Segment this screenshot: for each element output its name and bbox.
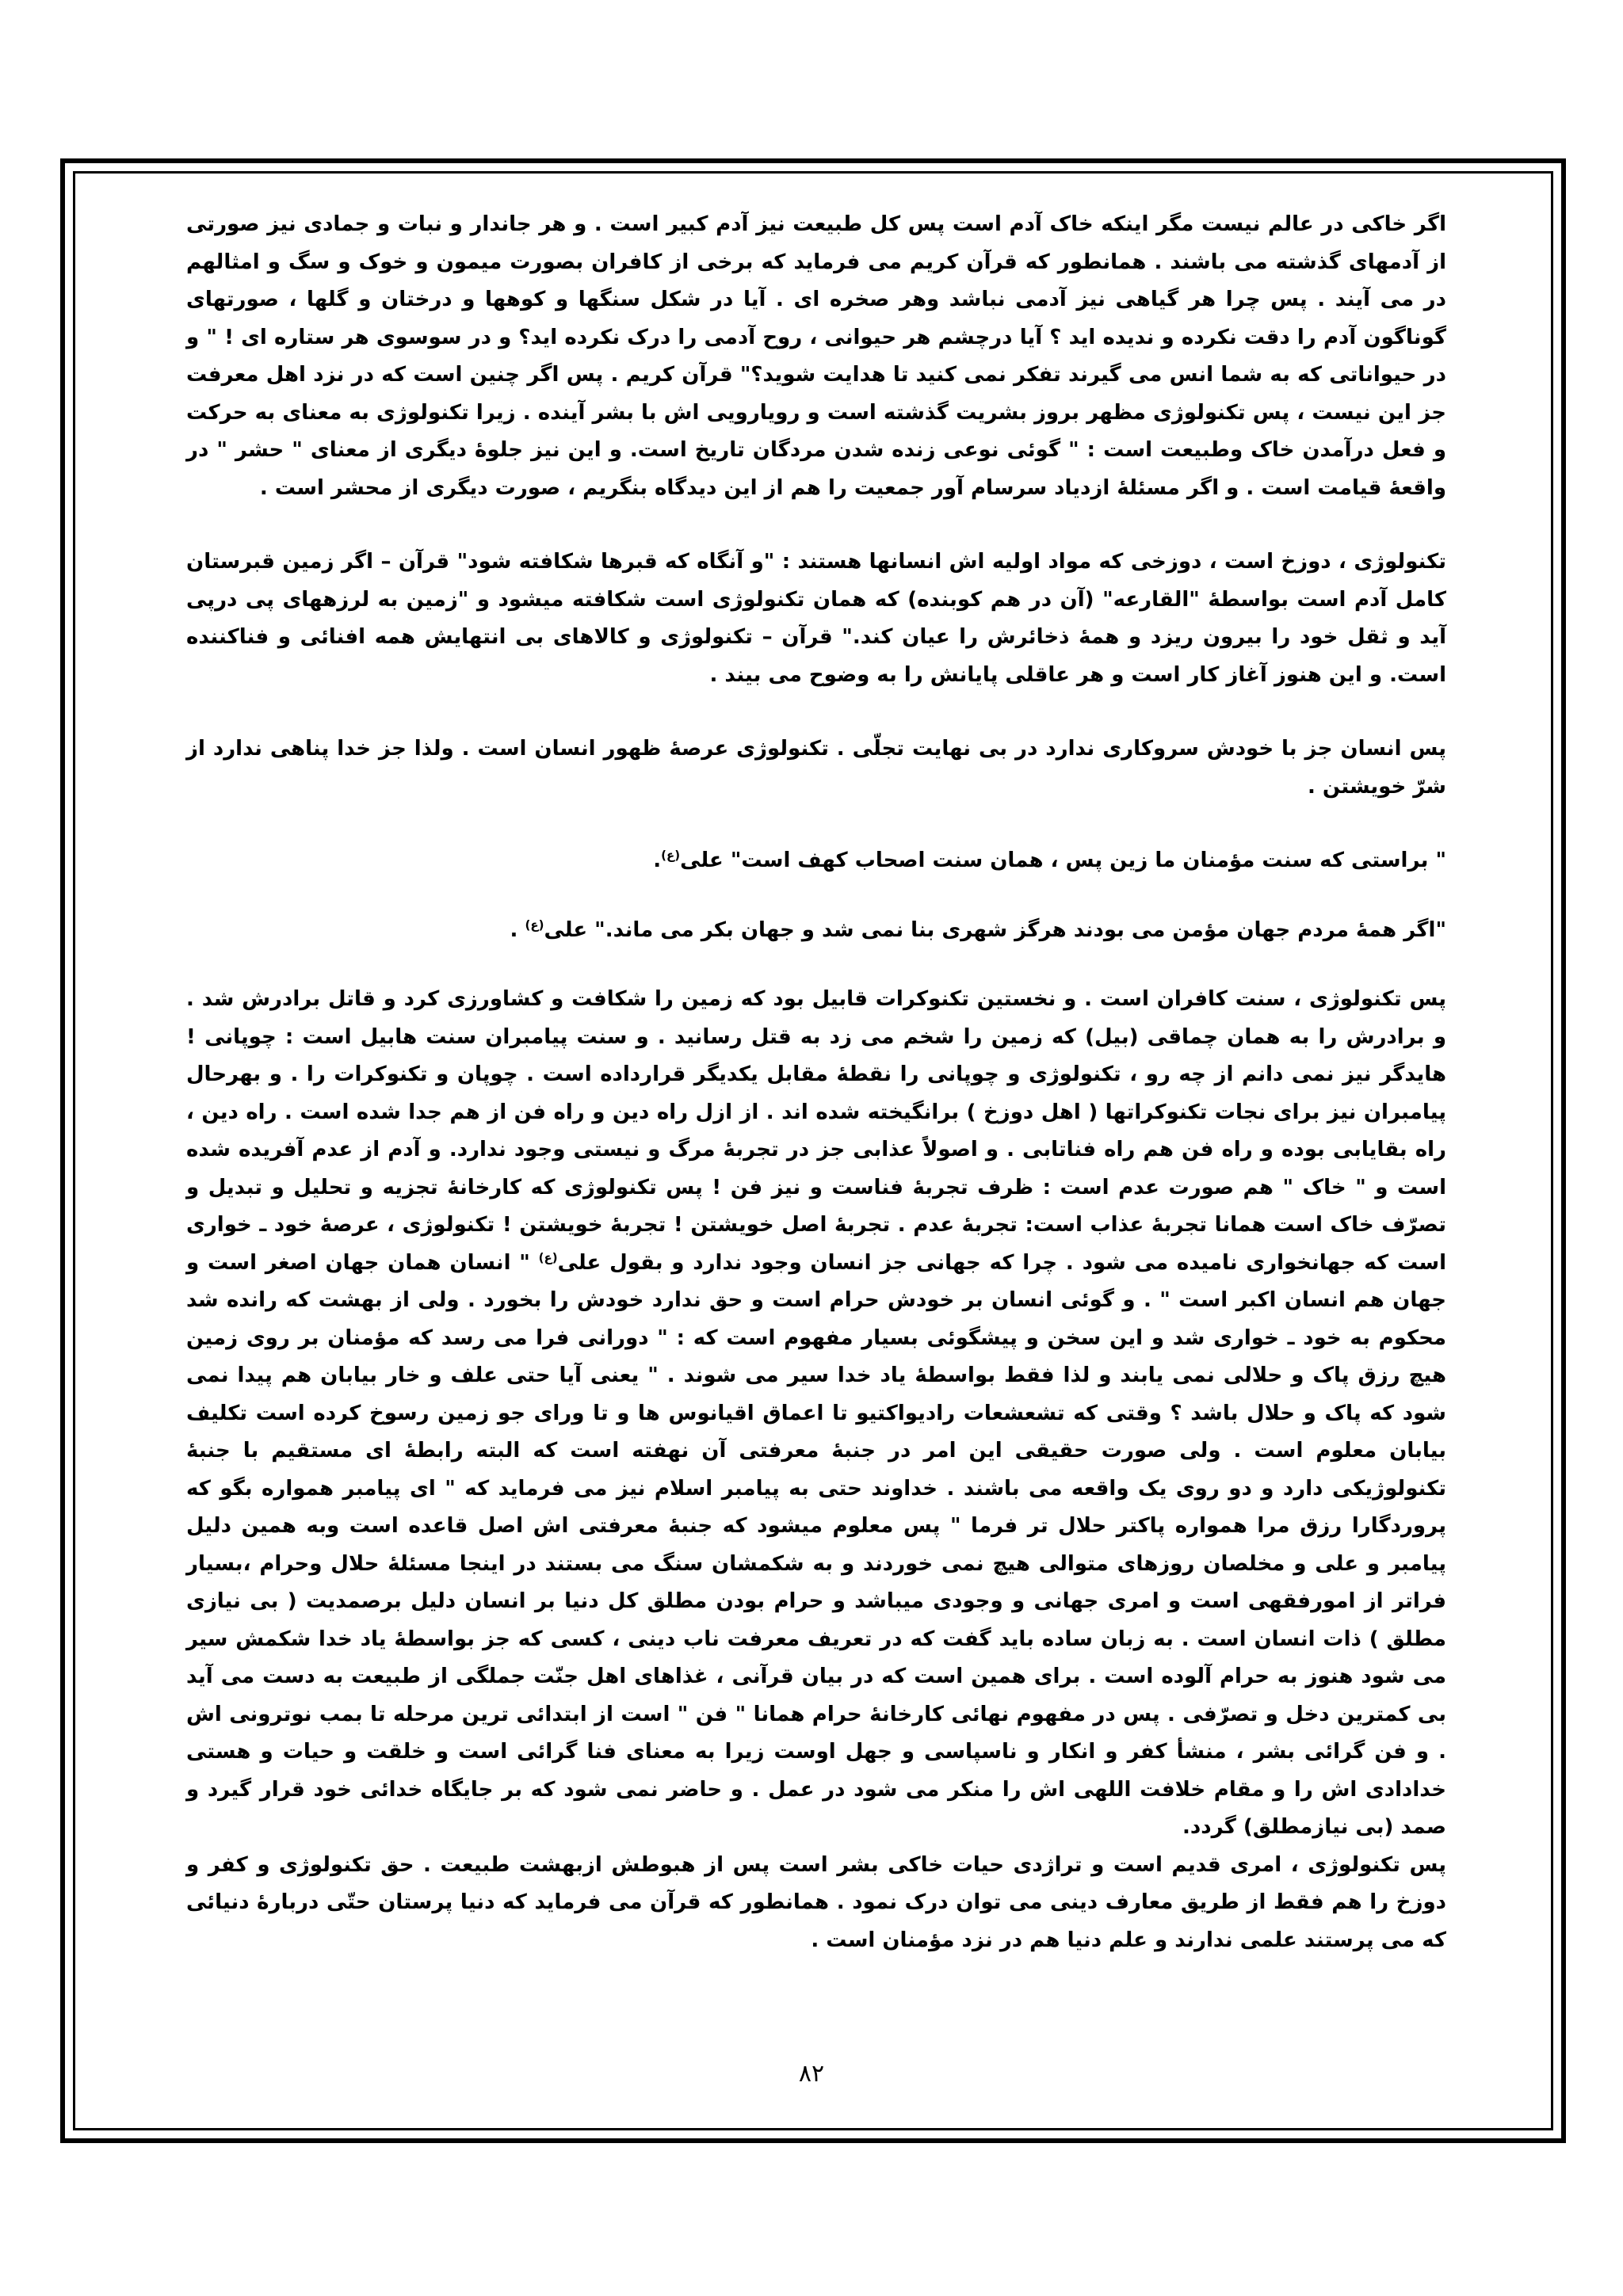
quote-2-end: . bbox=[510, 917, 525, 942]
quote-1 bbox=[186, 842, 1446, 880]
quote-2 bbox=[186, 912, 1446, 950]
quote-1-text: " براستی که سنت مؤمنان ما زین پس ، همان سنت اصحاب کهف است" علی bbox=[680, 849, 1446, 872]
page-body bbox=[186, 206, 1446, 2020]
paragraph-4-part-1: پس تکنولوژی ، سنت کافران است . و نخستین تکنوکرات قابیل بود که زمین را شکافت و کشاورزی کرد و قاتل برادرش شد . و برادرش را به همان چماقی (بیل) که زمین را شخم می زد به قتل رسانید . و سنت پیامبران سنت هابیل است : چوپانی ! هایدگر نیز نمی دانم از چه رو ، تکنولوژی و چوپانی را نقطهٔ مقابل یکدیگر قرارداده است . چوپان و تکنوکرات را . و بهرحال پیامبران نیز برای نجات تکنوکراتها ( اهل دوزخ ) برانگیخته شده اند . از ازل راه دین و راه فن از هم جدا شده است . راه دین ، راه بقایابی بوده و راه فن هم راه فناتابی . و اصولاً عذابی جز در تجربهٔ مرگ و نیستی وجود ندارد. و آدم از عدم آفریده شده است و " خاک " هم صورت عدم است : ظرف تجربهٔ فناست و نیز فن ! پس تکنولوژی که کارخانهٔ تجزیه و تحلیل و تبدیل و تصرّف خاک است همانا تجربهٔ عذاب است: تجربهٔ عدم . تجربهٔ اصل خویشتن ! تجربهٔ خویشتن ! تکنولوژی ، عرصهٔ خود ـ خواری است که جهانخواری نامیده می شود . چرا که جهانی جز انسان وجود ندارد و بقول علی bbox=[186, 987, 1446, 1275]
paragraph-4-superscript: (ع) bbox=[538, 1249, 558, 1264]
paragraph-3: پس انسان جز با خودش سروکاری ندارد در بی نهایت تجلّی . تکنولوژی عرصهٔ ظهور انسان است . ولذا جز خدا پناهی ندارد از شرّ خویشتن . bbox=[186, 737, 1446, 799]
paragraph-4-part-2: " انسان همان جهان اصغر است و جهان هم انسان اکبر است " . و گوئی انسان بر خودش حرام است و حق ندارد خودش را بخورد . ولی از بهشت که رانده شد محکوم به خود ـ خواری شد و این سخن و پیشگوئی بسیار مفهوم است که : " دورانی فرا می رسد که مؤمنان بر روی زمین هیچ رزق پاک و حلالی نمی یابند و لذا فقط بواسطهٔ یاد خدا سیر می شوند . " یعنی آیا حتی علف و خار بیابان هم پیدا نمی شود که پاک و حلال باشد ؟ وقتی که تشعشعات رادیواکتیو تا اعماق اقیانوس ها و تا ورای جو زمین رسوخ کرده است تکلیف بیابان معلوم است . ولی صورت حقیقی این امر در جنبهٔ معرفتی آن نهفته است که البته رابطهٔ ای مستقیم با جنبهٔ تکنولوژیکی دارد و دو روی یک واقعه می باشند . خداوند حتی به پیامبر اسلام نیز می فرماید که " ای پیامبر همواره بگو که پروردگارا رزق مرا همواره پاکتر حلال تر فرما " پس معلوم میشود که جنبهٔ معرفتی اش اصل قاعده است وبه همین دلیل پیامبر و علی و مخلصان روزهای متوالی هیچ نمی خوردند و به شکمشان سنگ می بستند در اینجا مسئلهٔ حلال وحرام ،بسیار فراتر از امورفقهی است و امری جهانی و وجودی میباشد و حرام بودن مطلق کل دنیا بر انسان دلیل برصمدیت ( بی نیازی مطلق ) ذات انسان است . به زبان ساده باید گفت که در تعریف معرفت ناب دینی ، کسی که جز بواسطهٔ یاد خدا شکمش سیر می شود هنوز به حرام آلوده است . برای همین است که در بیان قرآنی ، غذاهای اهل جنّت جملگی از طبیعت به دست می آید بی کمترین دخل و تصرّفی . پس در مفهوم نهائی کارخانهٔ حرام همانا " فن " است از ابتدائی ترین مرحله تا بمب نوترونی اش . و فن گرائی بشر ، منشأ کفر و انکار و ناسپاسی و جهل اوست زیرا به معنای فنا گرائی است و خلقت و حیات و هستی خدادادی اش را و مقام خلافت اللهی اش را منکر می شود در عمل . و حاضر نمی شود که بر جایگاه خدائی خود قرار گیرد و صمد (بی نیازمطلق) گردد. bbox=[186, 1250, 1446, 1839]
paragraph-4 bbox=[186, 981, 1446, 1847]
quote-1-superscript: (ع) bbox=[661, 848, 681, 863]
quote-2-superscript: (ع) bbox=[525, 917, 544, 932]
page-number: ۸۲ bbox=[798, 2060, 825, 2088]
quote-1-end: . bbox=[653, 849, 662, 872]
quote-2-text: "اگر همهٔ مردم جهان مؤمن می بودند هرگز شهری بنا نمی شد و جهان بکر می ماند." علی bbox=[544, 917, 1446, 942]
paragraph-2: تکنولوژی ، دوزخ است ، دوزخی که مواد اولیه اش انسانها هستند : "و آنگاه که قبرها شکافته شود" قرآن – اگر زمین قبرستان کامل آدم است بواسطهٔ "القارعه" (آن در هم کوبنده) که همان تکنولوژی است شکافته میشود و "زمین به لرزههای پی درپی آید و ثقل خود را بیرون ریزد و همهٔ ذخائرش را عیان کند." قرآن – تکنولوژی و کالاهای بی انتهایش همه افنائی و فناکننده است. و این هنوز آغاز کار است و هر عاقلی پایانش را به وضوح می بیند . bbox=[186, 550, 1446, 687]
paragraph-1: اگر خاکی در عالم نیست مگر اینکه خاک آدم است پس کل طبیعت نیز آدم کبیر است . و هر جاندار و نبات و جمادی نیز صورتی از آدمهای گذشته می باشند . همانطور که قرآن کریم می فرماید که برخی از کافران بصورت میمون و خوک و سگ و امثالهم در می آیند . پس چرا هر گیاهی نیز آدمی نباشد وهر صخره ای . آیا در شکل سنگها و کوهها و درختان و گلها ، صورتهای گوناگون آدم را دقت نکرده و ندیده اید ؟ آیا درچشم هر حیوانی ، روح آدمی را درک نکرده اید؟ و در سوسوی هر ستاره ای ! " و در حیواناتی که به شما انس می گیرند تفکر نمی کنید تا هدایت شوید؟" قرآن کریم . پس اگر چنین است که در نزد اهل معرفت جز این نیست ، پس تکنولوژی مظهر بروز بشریت گذشته است و رویارویی اش با بشر آینده . زیرا تکنولوژی به معنای به حرکت و فعل درآمدن خاک وطبیعت است : " گوئی نوعی زنده شدن مردگان تاریخ است. و این نیز جلوهٔ دیگری از معنای " حشر " در واقعهٔ قیامت است . و اگر مسئلهٔ ازدیاد سرسام آور جمعیت را هم از این دیدگاه بنگریم ، صورت دیگری از محشر است . bbox=[186, 212, 1446, 500]
paragraph-5: پس تکنولوژی ، امری قدیم است و تراژدی حیات خاکی بشر است پس از هبوطش ازبهشت طبیعت . حق تکنولوژی و کفر و دوزخ را هم فقط از طریق معارف دینی می توان درک نمود . همانطور که قرآن می فرماید که دنیا پرستان حتّی دربارهٔ دنیائی که می پرستند علمی ندارند و علم دنیا هم در نزد مؤمنان است . bbox=[186, 1852, 1446, 1952]
